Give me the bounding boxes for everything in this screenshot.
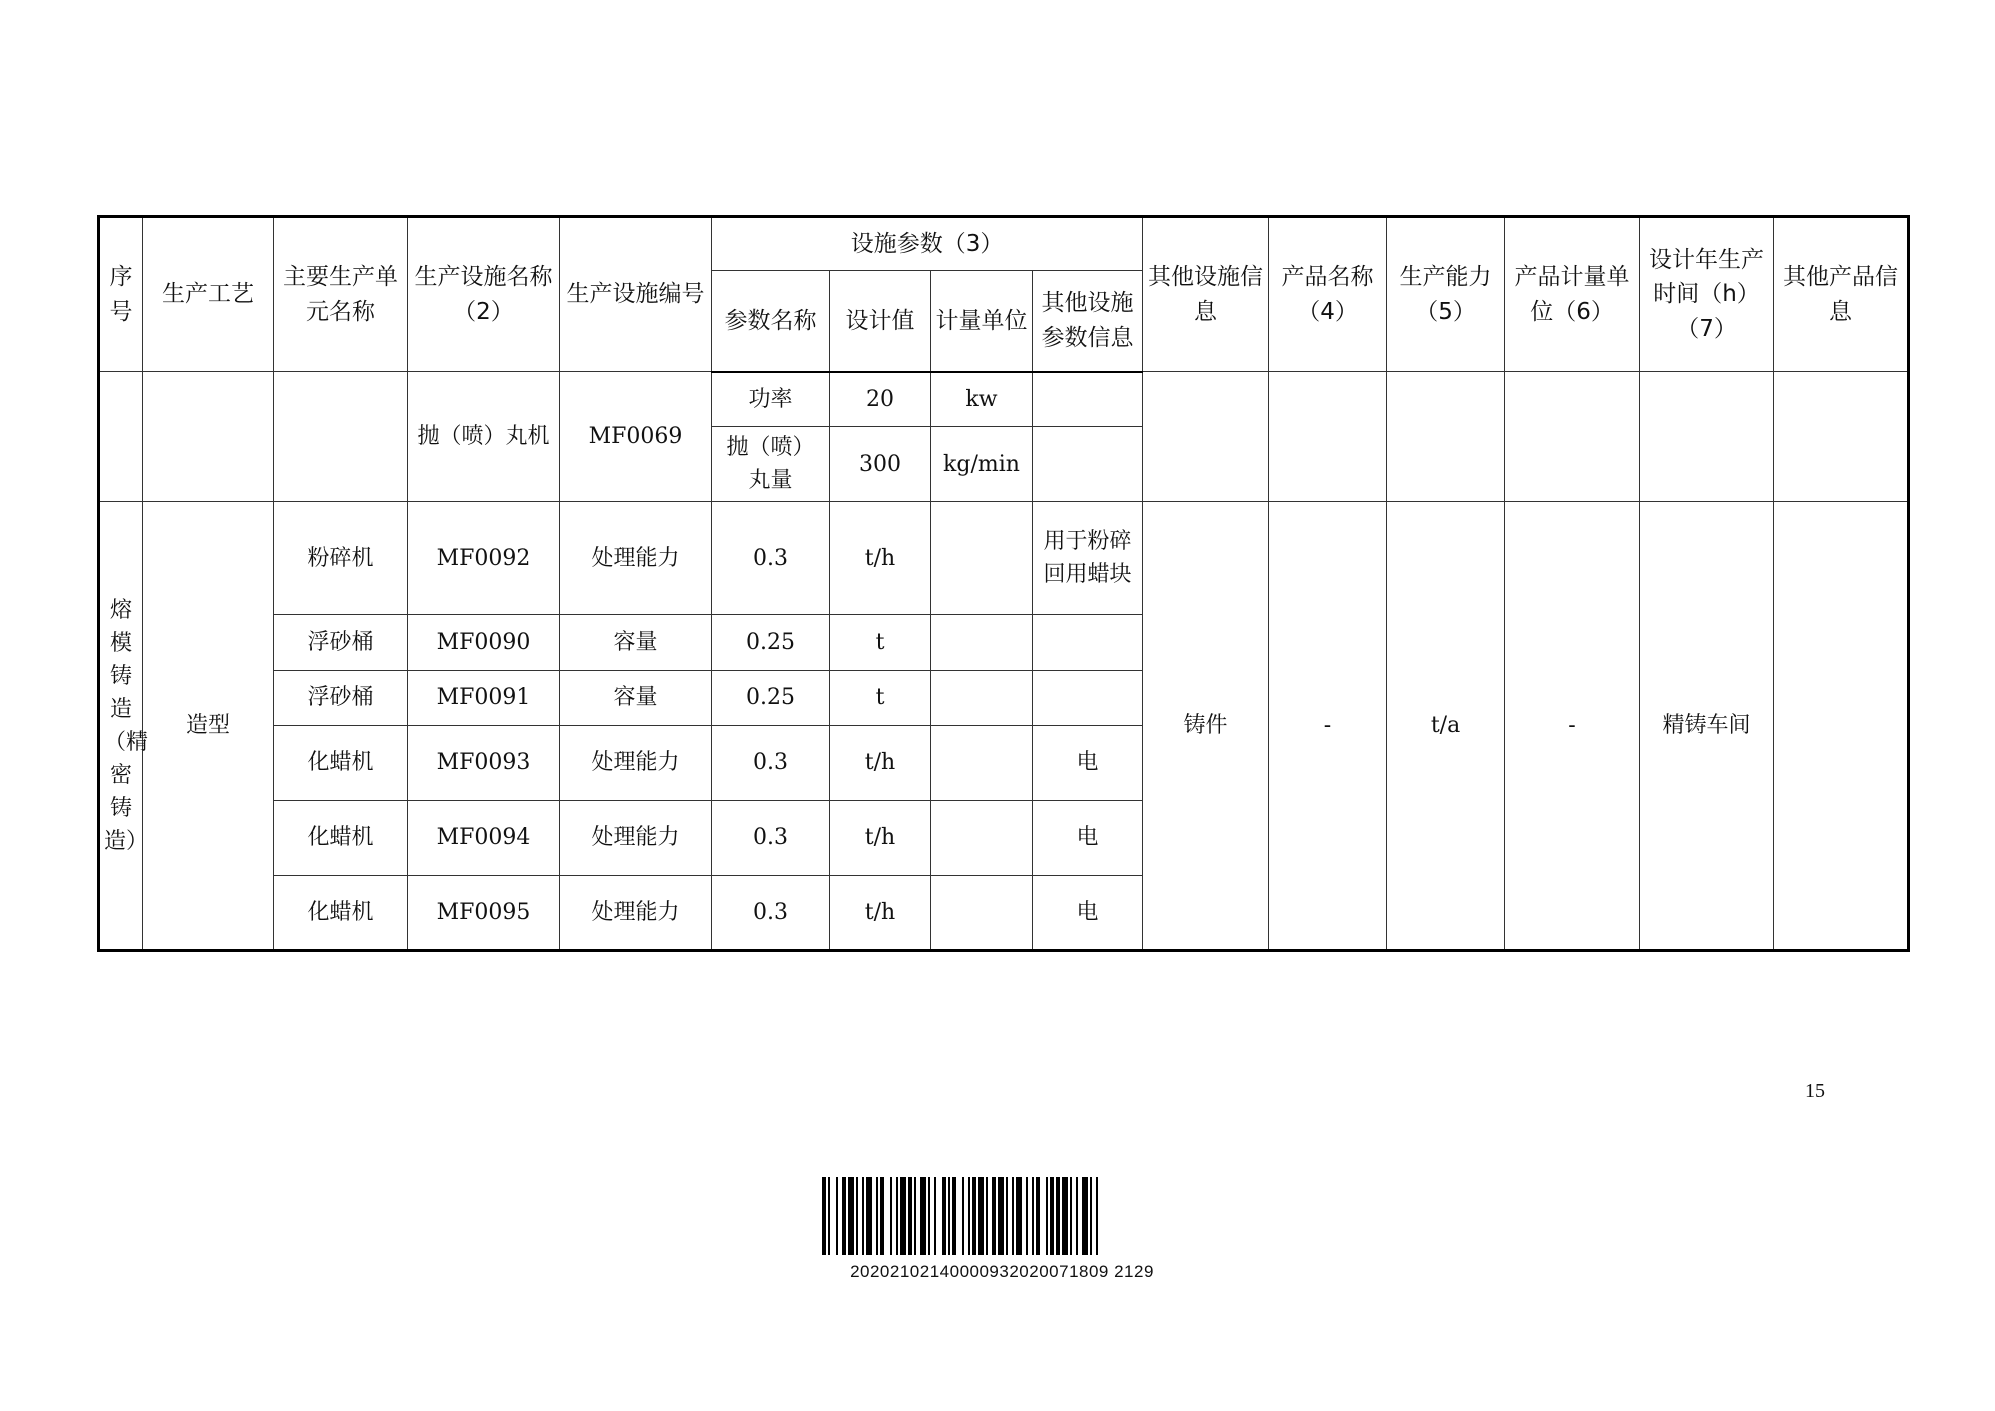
other-params-cell [931,725,1033,800]
design-value-cell: 0.3 [712,875,830,950]
unit-name-cell: 造型 [143,502,274,951]
product-name-cell: 铸件 [1143,502,1269,951]
other-facility-info-cell [1033,615,1143,670]
unit-cell: kg/min [931,427,1033,502]
other-facility-info-cell: 用于粉碎回用蜡块 [1033,502,1143,615]
facility-code-cell: MF0093 [408,725,560,800]
unit-cell: t/h [830,800,931,875]
other-params-cell [931,615,1033,670]
header-facility-name: 生产设施名称（2） [408,217,560,372]
table-row [99,372,1909,427]
other-facility-info-cell: 电 [1033,800,1143,875]
design-value-cell: 0.3 [712,502,830,615]
capacity-cell-empty [1387,372,1505,502]
facility-code-cell: MF0094 [408,800,560,875]
other-params-cell [931,670,1033,725]
unit-cell: t/h [830,875,931,950]
design-value-cell: 300 [830,427,931,502]
param-name-cell: 容量 [560,615,712,670]
unit-cell: t [830,615,931,670]
header-unit: 计量单位 [931,271,1033,372]
facility-code-cell: MF0092 [408,502,560,615]
header-facility-code: 生产设施编号 [560,217,712,372]
unit-cell: kw [931,372,1033,427]
facility-name-cell: 化蜡机 [274,800,408,875]
design-value-cell: 0.25 [712,670,830,725]
facility-code-cell: MF0090 [408,615,560,670]
facility-name-cell: 化蜡机 [274,875,408,950]
other-params-cell [1033,372,1143,427]
header-params-group: 设施参数（3） [712,217,1143,271]
header-other-params: 其他设施参数信息 [1033,271,1143,372]
header-seq: 序号 [99,217,143,372]
design-value-cell: 0.3 [712,725,830,800]
process-cell: 熔模铸造（精密铸造） [99,502,143,951]
header-design-hours: 设计年生产时间（h）（7） [1640,217,1774,372]
capacity-cell: - [1269,502,1387,951]
process-cell-empty [143,372,274,502]
unit-cell: t [830,670,931,725]
seq-cell [99,372,143,502]
facility-name-cell: 化蜡机 [274,725,408,800]
product-unit-cell-empty [1505,372,1640,502]
design-hours-cell: - [1505,502,1640,951]
facility-name-cell: 抛（喷）丸机 [408,372,560,502]
param-name-cell: 处理能力 [560,725,712,800]
design-hours-cell-empty [1640,372,1774,502]
other-params-cell [931,875,1033,950]
other-facility-info-cell [1143,372,1269,502]
other-facility-info-cell: 电 [1033,875,1143,950]
param-name-cell: 处理能力 [560,875,712,950]
design-value-cell: 20 [830,372,931,427]
facility-name-cell: 粉碎机 [274,502,408,615]
param-name-cell: 容量 [560,670,712,725]
design-value-cell: 0.3 [712,800,830,875]
unit-cell: t/h [830,725,931,800]
product-unit-cell: t/a [1387,502,1505,951]
param-name-cell: 功率 [712,372,830,427]
product-name-cell-empty [1269,372,1387,502]
header-unit-name: 主要生产单元名称 [274,217,408,372]
facility-code-cell: MF0091 [408,670,560,725]
other-facility-info-cell: 电 [1033,725,1143,800]
table-row [99,502,1909,615]
header-other-facility-info: 其他设施信息 [1143,217,1269,372]
page-number: 15 [1805,1080,1825,1102]
other-product-info-cell: 精铸车间 [1640,502,1774,951]
other-params-cell [931,800,1033,875]
header-process: 生产工艺 [143,217,274,372]
other-facility-info-cell [1033,670,1143,725]
facility-table [97,215,1910,952]
header-design-value: 设计值 [830,271,931,372]
other-params-cell [1033,427,1143,502]
other-params-cell [931,502,1033,615]
barcode-number: 20202102140000932020071809 2129 [850,1262,1154,1281]
header-capacity: 生产能力（5） [1387,217,1505,372]
param-name-cell: 处理能力 [560,800,712,875]
header-other-product-info: 其他产品信息 [1774,217,1909,372]
facility-name-cell: 浮砂桶 [274,670,408,725]
facility-name-cell: 浮砂桶 [274,615,408,670]
unit-cell: t/h [830,502,931,615]
barcode-icon [822,1177,1182,1255]
unit-name-cell-empty [274,372,408,502]
header-param-name: 参数名称 [712,271,830,372]
param-name-cell: 处理能力 [560,502,712,615]
other-product-info-cell-empty [1774,372,1909,502]
param-name-cell: 抛（喷）丸量 [712,427,830,502]
facility-code-cell: MF0095 [408,875,560,950]
header-product-unit: 产品计量单位（6） [1505,217,1640,372]
design-value-cell: 0.25 [712,615,830,670]
header-product-name: 产品名称（4） [1269,217,1387,372]
facility-code-cell: MF0069 [560,372,712,502]
